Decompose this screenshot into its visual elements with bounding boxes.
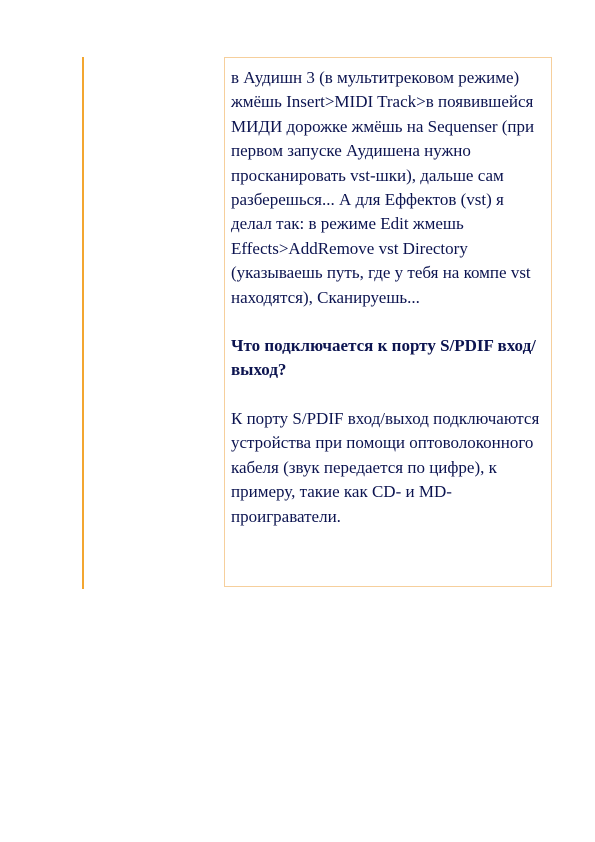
question-heading: Что подключается к порту S/PDIF вход/выход? — [231, 336, 536, 380]
answer-paragraph: К порту S/PDIF вход/выход подключаются устройства при помощи оптоволоконного кабеля (звук передается по цифре), к примеру, такие как CD- и MD-проиграватели. — [231, 408, 540, 526]
content-box — [224, 57, 552, 587]
intro-paragraph: в Аудишн 3 (в мультитрековом режиме) жмёшь Insert>MIDI Track>в появившейся МИДИ дорожке жмёшь на Sequenser (при первом запуске Аудишена нужно просканировать vst-шки), дальше сам разберешься... А для Еффектов (vst) я делал так: в режиме Edit жмешь Effects>AddRemove vst Directory (указываешь путь, где у тебя на компе vst находятся), Сканируешь... — [231, 68, 535, 307]
left-margin-rule — [82, 57, 84, 589]
